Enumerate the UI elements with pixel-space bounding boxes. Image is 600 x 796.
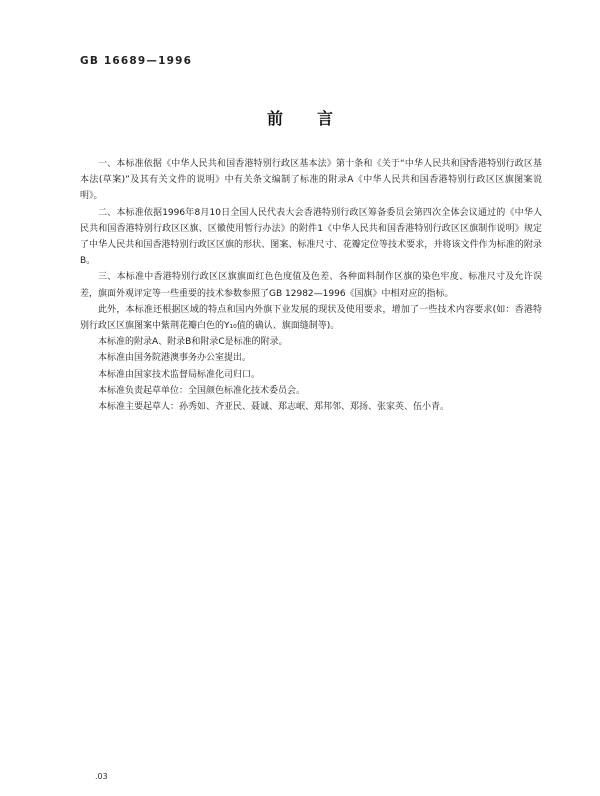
paragraph-6: 本标准由国务院港澳事务办公室提出。	[98, 353, 252, 364]
paragraph-5: 本标准的附录A、附录B和附录C是标准的附录。	[98, 337, 288, 348]
paragraph-9: 本标准主要起草人：孙秀如、齐亚民、聂诚、郑志岷、郑邦邻、郑扬、张家英、伍小青。	[98, 402, 450, 413]
paragraph-8: 本标准负责起草单位：全国颜色标准化技术委员会。	[98, 385, 306, 396]
page-number: .03	[95, 772, 108, 781]
paragraph-2: 二、本标准依据1996年8月10日全国人民代表大会香港特别行政区筹备委员会第四次全体会议通过的《中华人民共和国香港特别行政区区旗、区徽使用暂行办法》的附件1《中华人民共和国香港特别行政区区旗制作说明》规定了中华人民共和国香港特别行政区区旗的形状、图案、标准尺寸、花瓣定位等技术要求，并将该文件作为标准的附录B。	[80, 207, 542, 267]
foreword-body	[80, 156, 542, 415]
page-title: 前言	[266, 109, 367, 128]
paragraph-1: 一、本标准依据《中华人民共和国香港特别行政区基本法》第十条和《关于“中华人民共和国香港特别行政区基本法(草案)”及其有关文件的说明》中有关条文编制了标准的附录A《中华人民共和国香港特别行政区区旗图案说明》。	[80, 159, 542, 202]
paragraph-7: 本标准由国家技术监督局标准化司归口。	[98, 369, 261, 380]
standard-code: GB 16689—1996	[80, 55, 193, 67]
paragraph-3: 三、本标准中香港特别行政区区旗旗面红色色度值及色差、各种面料制作区旗的染色牢度、标准尺寸及允许误差，旗面外观评定等一些重要的技术参数参照了GB 12982—1996《国旗》中相对应的指标。	[80, 272, 542, 299]
paragraph-4: 此外，本标准还根据区域的特点和国内外旗下业发展的现状及使用要求，增加了一些技术内容要求(如：香港特别行政区区旗图案中紫荆花瓣白色的Y₁₀值的确认、旗面缝制等)。	[80, 304, 542, 332]
